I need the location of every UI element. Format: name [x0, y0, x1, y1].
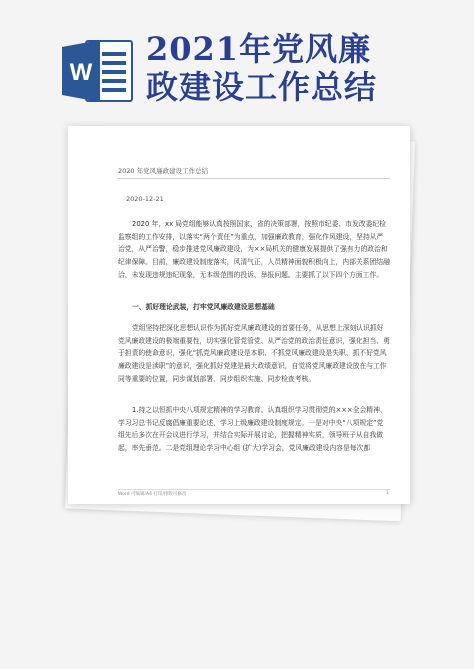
title-line-1: 2021年党风廉: [146, 30, 372, 68]
header-divider: [118, 178, 390, 179]
paragraph-item-1: 1.持之以恒抓中央八项规定精神的学习教育。认真组织学习贯彻党的×××全会精神、学习习总书记反腐倡廉重要论述，学习上级廉政建设制度规定。一是对中央“八项规定”党组先后多次在开会议进行学习，并结合实际开展讨论，把握精神实质，领导班子从自我做起，率先垂范。二是党组理论学习中心组 (扩大)学习会，党风廉政建设内容是每次都: [118, 406, 387, 453]
document-header-title: 2020 年党风廉政建设工作总结: [118, 167, 209, 175]
title-banner: [0, 0, 474, 120]
page-number: 1: [386, 491, 389, 496]
section-heading-1: 一、抓好理论武装，打牢党风廉政建设思想基础: [132, 303, 275, 311]
document-page: [68, 126, 410, 504]
word-document-icon: [62, 38, 134, 104]
footer-divider: [118, 489, 390, 490]
paragraph-section-1: 党组坚持把深化思想认识作为抓好党风廉政建设的首要任务，从思想上深刻认识抓好党风廉政建设的极端重要性，切实强化管党管党、从严治党的政治责任意识，强化担当、勇于担责的使命意识，强化“抓党风廉政建设是本职、不抓党风廉政建设是失职、抓不好党风廉政建设是渎职”的意识，强化抓好党建是最大政绩意识，自觉将党风廉政建设放在与工作同等重要的位置，同步谋划部署、同步组织实施、同步检查考核。: [118, 324, 390, 383]
document-date: 2020-12-21: [126, 195, 164, 203]
footer-note: Word 可编辑/A4 打印/排版可修改: [118, 492, 187, 497]
paragraph-intro: 2020 年，xx 局党组能够认真按照国家、省的决策部署，按照市纪委、市发改委纪检监察组的工作安排，以落实“两个责任”为重点，加强廉政教育，强化作风建设，坚持从严治党，从严治警，稳步推进党风廉政建设，为××局机关的健康发展提供了强有力的政治和纪律保障。目前，廉政建设制度落实，风清气正，人员精神面貌积极向上，内部关系团结融洽，未发现违规违纪现象，无本级范围的投诉、举报问题。主要抓了以下四个方面工作。: [118, 220, 390, 279]
title-line-2: 政建设工作总结: [146, 68, 378, 106]
svg-text:W: W: [69, 59, 93, 86]
